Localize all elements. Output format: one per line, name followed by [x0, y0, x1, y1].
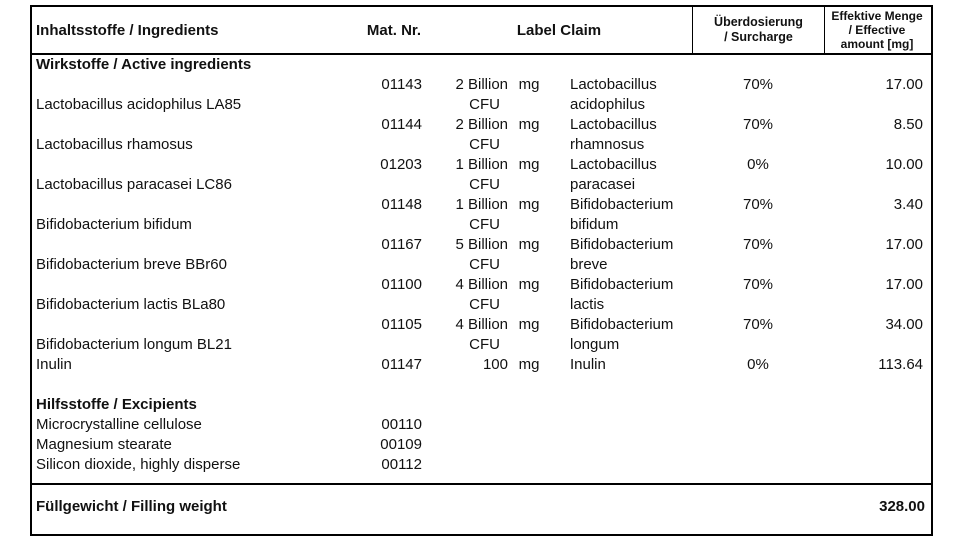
mat-nr-cell: 01203	[380, 156, 422, 173]
section-active-ingredients: Wirkstoffe / Active ingredients	[36, 56, 252, 73]
mat-nr-cell: 00109	[380, 436, 422, 453]
mat-nr-cell: 01148	[381, 196, 422, 213]
claim-name-line1: Lactobacillus	[570, 156, 657, 173]
claim-name-cell	[546, 195, 692, 235]
claim-name-line2: bifidum	[570, 216, 619, 233]
claim-name-cell	[546, 155, 692, 195]
claim-name-line1: Bifidobacterium	[570, 316, 674, 333]
header-mat-nr: Mat. Nr.	[366, 21, 422, 39]
claim-name-line1: Lactobacillus	[570, 76, 657, 93]
unit-cell: mg	[518, 116, 540, 133]
ingredient-name-cell: Bifidobacterium breve BBr60	[36, 256, 227, 273]
table-row	[32, 195, 931, 235]
table-row	[32, 115, 931, 155]
header-surcharge	[692, 7, 824, 53]
ingredient-name-cell: Bifidobacterium lactis BLa80	[36, 296, 226, 313]
claim-qty: 5 Billion	[455, 236, 508, 253]
table-row	[32, 155, 931, 195]
section-excipients: Hilfsstoffe / Excipients	[36, 396, 197, 413]
claim-qty-unit: CFU	[469, 336, 500, 353]
claim-qty-unit: CFU	[469, 256, 500, 273]
amount-cell: 17.00	[885, 236, 923, 253]
claim-qty-cell	[426, 275, 512, 315]
header-effective-line2: / Effective	[848, 23, 906, 37]
header-surcharge-line1: Überdosierung	[714, 15, 803, 29]
amount-cell: 10.00	[885, 156, 923, 173]
mat-nr-cell: 01147	[381, 356, 422, 373]
claim-qty: 100	[482, 356, 508, 373]
claim-name-cell	[546, 315, 692, 355]
table-row-inulin	[32, 355, 931, 375]
unit-cell: mg	[518, 356, 540, 373]
amount-cell: 113.64	[878, 356, 923, 373]
table-row	[32, 315, 931, 355]
claim-name-cell	[546, 75, 692, 115]
claim-name-line1: Bifidobacterium	[570, 196, 674, 213]
claim-qty-cell	[426, 235, 512, 275]
surcharge-cell: 70%	[742, 116, 774, 133]
claim-name-line1: Inulin	[570, 356, 606, 373]
table-header-row	[32, 7, 931, 55]
claim-qty: 2 Billion	[455, 76, 508, 93]
claim-name-line2: breve	[570, 256, 608, 273]
header-ingredients: Inhaltsstoffe / Ingredients	[36, 21, 219, 39]
ingredient-name-cell: Lactobacillus rhamosus	[36, 136, 193, 153]
claim-qty-cell	[426, 355, 512, 375]
filling-weight-row	[32, 483, 931, 534]
claim-qty-unit: CFU	[469, 216, 500, 233]
surcharge-cell: 70%	[742, 316, 774, 333]
claim-qty-unit: CFU	[469, 96, 500, 113]
table-row	[32, 275, 931, 315]
ingredient-name-cell: Bifidobacterium longum BL21	[36, 336, 232, 353]
header-effective-line1: Effektive Menge	[831, 9, 923, 23]
claim-name-line2: rhamnosus	[570, 136, 645, 153]
claim-qty: 2 Billion	[455, 116, 508, 133]
amount-cell: 8.50	[893, 116, 923, 133]
mat-nr-cell: 01167	[381, 236, 422, 253]
claim-qty-cell	[426, 315, 512, 355]
table-row	[32, 75, 931, 115]
claim-name-line1: Bifidobacterium	[570, 236, 674, 253]
table-row	[32, 435, 931, 455]
mat-nr-cell: 00110	[381, 416, 422, 433]
claim-qty-cell	[426, 75, 512, 115]
claim-name-cell	[546, 115, 692, 155]
claim-qty-cell	[426, 195, 512, 235]
surcharge-cell: 70%	[742, 276, 774, 293]
claim-name-cell	[546, 275, 692, 315]
table-row	[32, 235, 931, 275]
claim-qty-unit: CFU	[469, 176, 500, 193]
surcharge-cell: 0%	[747, 156, 769, 173]
claim-qty: 1 Billion	[455, 156, 508, 173]
claim-qty: 4 Billion	[455, 276, 508, 293]
table-row	[32, 415, 931, 435]
surcharge-cell: 70%	[742, 236, 774, 253]
header-surcharge-line2: / Surcharge	[724, 30, 793, 44]
claim-name-cell	[546, 355, 692, 375]
claim-name-line2: longum	[570, 336, 620, 353]
header-effective-amount	[824, 7, 929, 53]
mat-nr-cell: 01105	[381, 316, 422, 333]
unit-cell: mg	[518, 316, 540, 333]
header-label-claim: Label Claim	[516, 21, 602, 39]
claim-name-line2: lactis	[570, 296, 605, 313]
ingredient-name-cell: Magnesium stearate	[36, 436, 172, 453]
claim-name-cell	[546, 235, 692, 275]
unit-cell: mg	[518, 276, 540, 293]
claim-qty-cell	[426, 155, 512, 195]
ingredient-name-cell: Inulin	[36, 356, 72, 373]
filling-weight-total: 328.00	[879, 498, 925, 515]
mat-nr-cell: 00112	[381, 456, 422, 473]
claim-qty-cell	[426, 115, 512, 155]
header-effective-line3: amount [mg]	[840, 37, 914, 51]
claim-name-line1: Lactobacillus	[570, 116, 657, 133]
claim-qty: 1 Billion	[455, 196, 508, 213]
unit-cell: mg	[518, 196, 540, 213]
filling-weight-label: Füllgewicht / Filling weight	[36, 498, 227, 515]
claim-qty: 4 Billion	[455, 316, 508, 333]
table-row	[32, 455, 931, 475]
amount-cell: 17.00	[885, 276, 923, 293]
mat-nr-cell: 01143	[381, 76, 422, 93]
ingredient-name-cell: Silicon dioxide, highly disperse	[36, 456, 241, 473]
claim-name-line1: Bifidobacterium	[570, 276, 674, 293]
amount-cell: 3.40	[893, 196, 923, 213]
claim-name-line2: acidophilus	[570, 96, 646, 113]
surcharge-cell: 70%	[742, 76, 774, 93]
ingredient-spec-table	[30, 5, 933, 536]
claim-name-line2: paracasei	[570, 176, 636, 193]
amount-cell: 17.00	[885, 76, 923, 93]
amount-cell: 34.00	[885, 316, 923, 333]
claim-qty-unit: CFU	[469, 296, 500, 313]
mat-nr-cell: 01144	[381, 116, 422, 133]
table-body	[32, 55, 931, 483]
mat-nr-cell: 01100	[381, 276, 422, 293]
surcharge-cell: 70%	[742, 196, 774, 213]
ingredient-name-cell: Lactobacillus paracasei LC86	[36, 176, 232, 193]
unit-cell: mg	[518, 76, 540, 93]
ingredient-name-cell: Microcrystalline cellulose	[36, 416, 202, 433]
spacer	[32, 475, 931, 483]
unit-cell: mg	[518, 236, 540, 253]
surcharge-cell: 0%	[747, 356, 769, 373]
claim-qty-unit: CFU	[469, 136, 500, 153]
unit-cell: mg	[518, 156, 540, 173]
ingredient-name-cell: Lactobacillus acidophilus LA85	[36, 96, 242, 113]
ingredient-name-cell: Bifidobacterium bifidum	[36, 216, 192, 233]
blank-row	[32, 375, 931, 395]
